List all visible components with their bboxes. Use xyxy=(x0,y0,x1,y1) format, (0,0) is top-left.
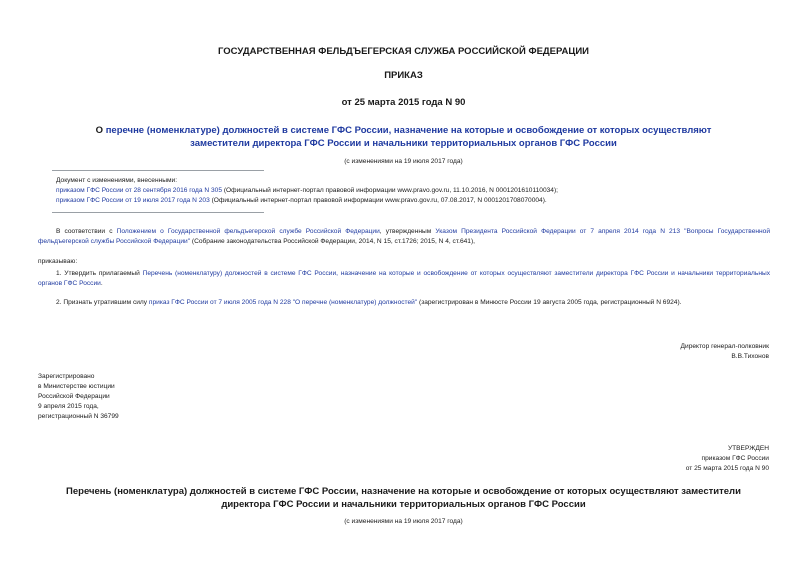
title-changes-note: (с изменениями на 19 июля 2017 года) xyxy=(344,158,463,165)
item-text: (зарегистрирован в Минюсте России 19 августа 2005 года, регистрационный N 6924). xyxy=(417,299,682,306)
approved-line: УТВЕРЖДЕН xyxy=(727,445,769,452)
title-prefix: О xyxy=(95,125,106,136)
repealed-order-link[interactable]: приказ ГФС России от 7 июля 2005 года N 228 "О перечне (номенклатуре) должностей" xyxy=(148,299,418,306)
list-title: Перечень (номенклатура) должностей в системе ГФС России, назначение на которые и освобождение от которых осуществляют заместители директора ГФС России и начальники территориальных органов ГФС России xyxy=(66,486,741,510)
amendment-source: (Официальный интернет-портал правовой информации www.pravo.gov.ru, 11.10.2016, N 0001201610110034); xyxy=(222,187,558,194)
order-word: приказываю: xyxy=(38,258,78,265)
item-text: . xyxy=(100,280,103,287)
amendment-link[interactable]: приказом ГФС России от 19 июля 2017 года N 203 xyxy=(56,197,210,204)
document-date-number: от 25 марта 2015 года N 90 xyxy=(341,97,466,108)
amendments-bottom-divider xyxy=(52,212,264,213)
signature-position: Директор генерал-полковник xyxy=(680,343,769,350)
preamble-paragraph xyxy=(38,227,770,247)
preamble-text: В соответствии с xyxy=(56,228,117,235)
signature-name: В.В.Тихонов xyxy=(731,353,769,360)
preamble-text: (Собрание законодательства Российской Федерации, 2014, N 15, ст.1726; 2015, N 4, ст.641), xyxy=(190,238,475,245)
agency-name: ГОСУДАРСТВЕННАЯ ФЕЛЬДЪЕГЕРСКАЯ СЛУЖБА РОССИЙСКОЙ ФЕДЕРАЦИИ xyxy=(218,46,589,57)
approved-line: приказом ГФС России xyxy=(701,455,769,462)
amendment-item xyxy=(56,196,756,206)
list-changes-note: (с изменениями на 19 июля 2017 года) xyxy=(344,518,463,525)
amendment-source: (Официальный интернет-портал правовой информации www.pravo.gov.ru, 07.08.2017, N 0001201708070004). xyxy=(209,197,547,204)
registration-line: 9 апреля 2015 года, xyxy=(38,403,99,410)
title-link[interactable]: перечне (номенклатуре) должностей в системе ГФС России, назначение на которые и освобождение от которых осуществляют заместители директора ГФС России и начальники территориальных органов ГФС России xyxy=(105,125,712,149)
preamble-text: , утвержденным xyxy=(379,228,436,235)
amendments-heading: Документ с изменениями, внесенными: xyxy=(56,177,178,184)
registration-block xyxy=(38,372,238,422)
amendments-block xyxy=(56,176,756,206)
order-item-2 xyxy=(38,298,770,308)
signature-block xyxy=(469,342,769,362)
registration-line: регистрационный N 36799 xyxy=(38,413,119,420)
document-type: ПРИКАЗ xyxy=(384,70,423,81)
order-item-1 xyxy=(38,269,770,289)
approved-line: от 25 марта 2015 года N 90 xyxy=(685,465,769,472)
amendments-top-divider xyxy=(52,170,264,171)
amendment-link[interactable]: приказом ГФС России от 28 сентября 2016 года N 305 xyxy=(56,187,223,194)
registration-line: Российской Федерации xyxy=(38,393,110,400)
document-title xyxy=(70,124,737,150)
approved-list-link[interactable]: Перечень (номенклатуру) должностей в системе ГФС России, назначение на которые и освобождение от которых осуществляют заместители директора ГФС России и начальники территориальных органов ГФС России xyxy=(38,270,771,287)
approved-block xyxy=(469,444,769,474)
amendment-item xyxy=(56,186,756,196)
regulation-link[interactable]: Положением о Государственной фельдъегерской службе Российской Федерации xyxy=(116,228,380,235)
registration-line: Зарегистрировано xyxy=(38,373,95,380)
item-text: 2. Признать утратившим силу xyxy=(56,299,149,306)
decree-link[interactable]: Указом Президента Российской Федерации от 7 апреля 2014 года N 213 "Вопросы Государственной фельдъегерской службы Российской Федерации" xyxy=(38,228,771,245)
item-text: 1. Утвердить прилагаемый xyxy=(56,270,143,277)
registration-line: в Министерстве юстиции xyxy=(38,383,115,390)
